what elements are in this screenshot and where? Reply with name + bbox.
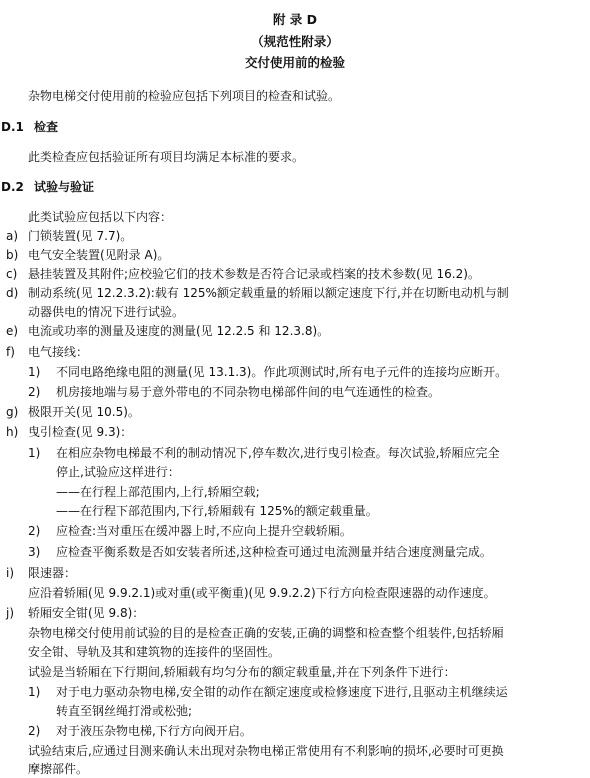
subitem-marker: 2) (28, 724, 41, 738)
subitem-marker: 3) (28, 545, 41, 559)
subitem-marker: 1) (28, 685, 41, 699)
section-d1-number: D.1 (1, 120, 24, 134)
subitem: 对于液压杂物电梯,下行方向阀开启。 (56, 724, 252, 738)
list-item: 门锁装置(见 7.7)。 (28, 229, 133, 243)
item-marker: j) (6, 606, 15, 620)
normative-label: （规范性附录） (251, 34, 339, 49)
subitem-continuation: 停止,试验应这样进行： (56, 465, 180, 479)
item-paragraph: 杂物电梯交付使用前试验的目的是检查正确的安装,正确的调整和检查整个组装件,包括轿厢 (28, 626, 504, 640)
section-d1-body: 此类检查应包括验证所有项目均满足本标准的要求。 (28, 150, 305, 164)
list-item: 曳引检查(见 9.3)： (28, 425, 133, 439)
item-paragraph: 试验结束后,应通过目测来确认未出现对杂物电梯正常使用有不利影响的损坏,必要时可更换 (28, 744, 504, 758)
list-item: 极限开关(见 10.5)。 (28, 405, 140, 419)
item-marker: d) (6, 286, 19, 300)
item-paragraph: 应沿着轿厢(见 9.9.2.1)或对重(或平衡重)(见 9.9.2.2)下行方向检查限速器的动作速度。 (28, 586, 496, 600)
item-marker: f) (6, 345, 15, 359)
section-d1-heading: 检查 (34, 120, 59, 134)
subitem-marker: 1) (28, 446, 41, 460)
item-paragraph: 摩擦部件。 (28, 762, 89, 776)
item-marker: c) (6, 267, 18, 281)
intro-text: 杂物电梯交付使用前的检验应包括下列项目的检查和试验。 (28, 89, 341, 103)
item-paragraph: 试验是当轿厢在下行期间,轿厢载有均匀分布的额定载重量,并在下列条件下进行： (28, 665, 456, 679)
list-item: 限速器： (28, 566, 77, 580)
subitem: 应检查平衡系数是否如安装者所述,这种检查可通过电流测量并结合速度测量完成。 (56, 545, 492, 559)
subitem-continuation: 转直至钢丝绳打滑或松弛; (56, 704, 193, 718)
subitem-marker: 2) (28, 524, 41, 538)
list-item: 轿厢安全钳(见 9.8)： (28, 606, 145, 620)
section-d2-heading: 试验与验证 (34, 180, 95, 194)
subitem: 在相应杂物电梯最不利的制动情况下,停车数次,进行曳引检查。每次试验,轿厢应完全 (56, 446, 500, 460)
dash-item: ——在行程下部范围内,下行,轿厢载有 125%的额定载重量。 (56, 504, 378, 518)
list-item: 制动系统(见 12.2.3.2):载有 125%额定载重量的轿厢以额定速度下行,并在切断电动机与制 (28, 286, 509, 300)
item-marker: e) (6, 324, 19, 338)
subitem: 机房接地端与易于意外带电的不同杂物电梯部件间的电气连通性的检查。 (56, 385, 441, 399)
list-item-continuation: 动器供电的情况下进行试验。 (28, 305, 185, 319)
item-paragraph: 安全钳、导轨及其和建筑物的连接件的坚固性。 (28, 645, 281, 659)
item-marker: i) (6, 566, 15, 580)
subitem: 不同电路绝缘电阻的测量(见 13.1.3)。作此项测试时,所有电子元件的连接均应断开。 (56, 365, 508, 379)
list-item: 电气安全装置(见附录 A)。 (28, 248, 170, 262)
list-item: 悬挂装置及其附件;应校验它们的技术参数是否符合记录或档案的技术参数(见 16.2)。 (28, 267, 480, 281)
item-marker: b) (6, 248, 19, 262)
item-marker: g) (6, 405, 19, 419)
subitem-marker: 2) (28, 385, 41, 399)
list-item: 电流或功率的测量及速度的测量(见 12.2.5 和 12.3.8)。 (28, 324, 330, 338)
subitem: 应检查:当对重压在缓冲器上时,不应向上提升空载轿厢。 (56, 524, 352, 538)
appendix-title: 交付使用前的检验 (244, 55, 345, 70)
dash-item: ——在行程上部范围内,上行,轿厢空载; (56, 485, 260, 499)
subitem-marker: 1) (28, 365, 41, 379)
section-d2-lead: 此类试验应包括以下内容： (28, 210, 173, 224)
item-marker: a) (6, 229, 19, 243)
item-marker: h) (6, 425, 19, 439)
section-d2-number: D.2 (1, 180, 24, 194)
appendix-label: 附 录 D (272, 12, 318, 27)
list-item: 电气接线： (28, 345, 89, 359)
subitem: 对于电力驱动杂物电梯,安全钳的动作在额定速度或检修速度下进行,且驱动主机继续运 (56, 685, 508, 699)
